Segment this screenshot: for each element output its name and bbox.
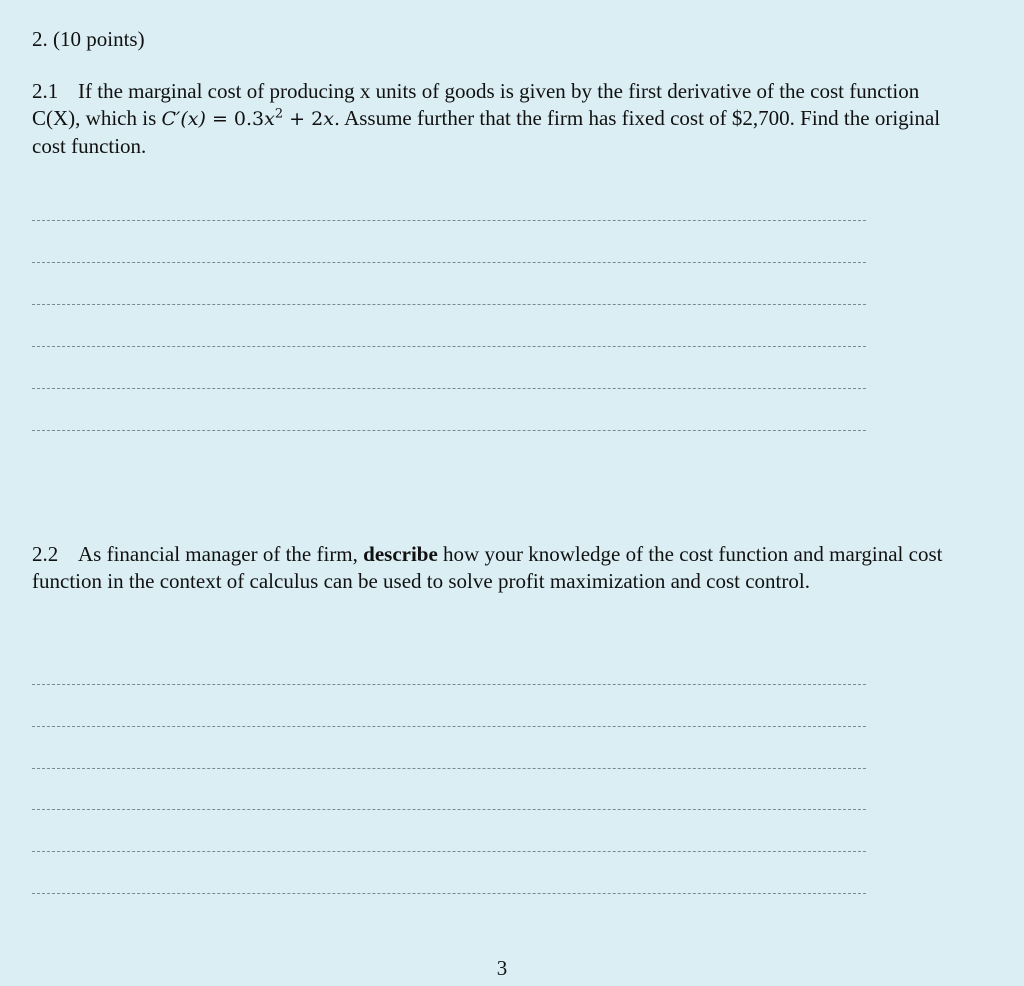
answer-line-2-2[interactable]: [32, 726, 866, 727]
question-2-2-text-before: As financial manager of the firm,: [78, 542, 364, 566]
question-2-1-number: 2.1: [32, 79, 59, 103]
answer-line-2-2[interactable]: [32, 851, 866, 852]
question-2-1-text-before: If the marginal cost of producing x units of goods is given by the first derivative of the cost function C(X), which is: [32, 79, 920, 130]
question-heading: 2. (10 points): [32, 27, 145, 51]
question-2-2-number: 2.2: [32, 542, 59, 566]
page-number: 3: [496, 956, 508, 980]
answer-line-2-2[interactable]: [32, 809, 866, 810]
answer-line-2-1[interactable]: [32, 304, 866, 305]
answer-line-2-2[interactable]: [32, 684, 866, 685]
answer-line-2-2[interactable]: [32, 768, 866, 769]
answer-line-2-1[interactable]: [32, 388, 866, 389]
answer-line-2-1[interactable]: [32, 430, 866, 431]
question-2-1: [32, 78, 972, 160]
question-2-2-emphasis: describe: [363, 542, 438, 566]
answer-line-2-1[interactable]: [32, 220, 866, 221]
question-2-2-text-after: how your knowledge of the cost function and marginal cost function in the context of calculus can be used to solve profit maximization and cost control.: [32, 542, 943, 593]
question-2-1-formula: $C'(x) = 0.3x^2 + 2x$.: [161, 106, 340, 130]
answer-line-2-1[interactable]: [32, 262, 866, 263]
answer-line-2-2[interactable]: [32, 893, 866, 894]
answer-line-2-1[interactable]: [32, 346, 866, 347]
question-2-2: [32, 541, 972, 595]
question-2-1-text-after: Assume further that the firm has fixed cost of $2,700. Find the original cost function.: [32, 106, 941, 158]
